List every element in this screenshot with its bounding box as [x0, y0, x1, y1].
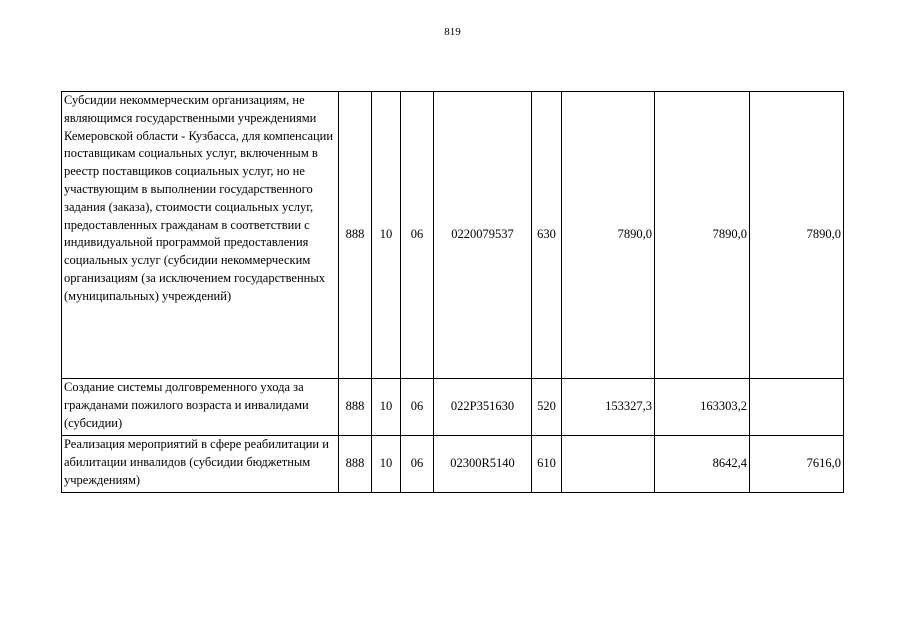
expense-type-cell: 630: [532, 92, 562, 379]
amount-3-cell: 7890,0: [750, 92, 844, 379]
subsection-code-cell: 06: [401, 92, 434, 379]
amount-3-cell: [750, 379, 844, 436]
table-row: [62, 436, 844, 493]
expense-type-cell: 610: [532, 436, 562, 493]
amount-1-cell: 153327,3: [562, 379, 655, 436]
section-code-cell: 10: [372, 436, 401, 493]
target-article-cell: 022P351630: [434, 379, 532, 436]
description-cell: Субсидии некоммерческим организациям, не являющимся государственными учреждениями Кемеровской области - Кузбасса, для компенсации поставщикам социальных услуг, включенным в реестр поставщиков социальных услуг, но не участвующим в выполнении государственного задания (заказа), стоимости социальных услуг, предоставленных гражданам в соответствии с индивидуальной программой предоставления социальных услуг (субсидии некоммерческим организациям (за исключением государственных (муниципальных) учреждений): [62, 92, 339, 379]
table-row: [62, 92, 844, 379]
table-row: [62, 379, 844, 436]
ministry-code-cell: 888: [339, 436, 372, 493]
budget-table: [61, 91, 844, 493]
description-cell: Реализация мероприятий в сфере реабилитации и абилитации инвалидов (субсидии бюджетным учреждениям): [62, 436, 339, 493]
amount-3-cell: 7616,0: [750, 436, 844, 493]
page-number: 819: [444, 26, 461, 38]
description-cell: Создание системы долговременного ухода за гражданами пожилого возраста и инвалидами (субсидии): [62, 379, 339, 436]
amount-2-cell: 163303,2: [655, 379, 750, 436]
amount-1-cell: [562, 436, 655, 493]
target-article-cell: 02300R5140: [434, 436, 532, 493]
amount-2-cell: 8642,4: [655, 436, 750, 493]
amount-1-cell: 7890,0: [562, 92, 655, 379]
section-code-cell: 10: [372, 379, 401, 436]
subsection-code-cell: 06: [401, 379, 434, 436]
subsection-code-cell: 06: [401, 436, 434, 493]
ministry-code-cell: 888: [339, 92, 372, 379]
section-code-cell: 10: [372, 92, 401, 379]
expense-type-cell: 520: [532, 379, 562, 436]
ministry-code-cell: 888: [339, 379, 372, 436]
target-article-cell: 0220079537: [434, 92, 532, 379]
amount-2-cell: 7890,0: [655, 92, 750, 379]
